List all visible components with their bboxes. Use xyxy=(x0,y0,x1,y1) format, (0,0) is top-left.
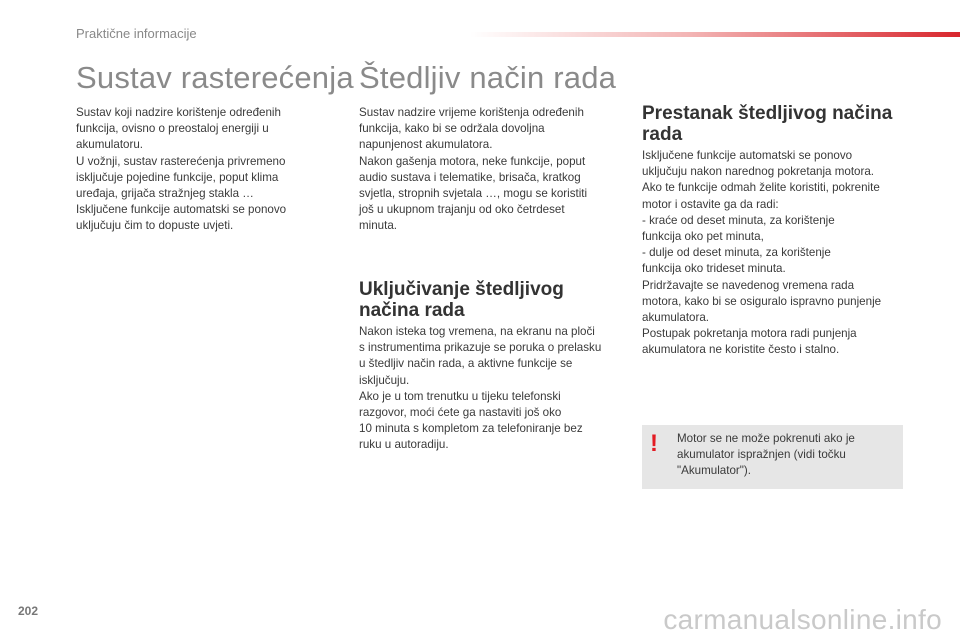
title-economy-mode: Štedljiv način rada xyxy=(359,60,617,95)
subtitle-enter-economy-mode: Uključivanje štedljivog načina rada xyxy=(359,279,564,321)
subtitle-exit-economy-mode: Prestanak štedljivog načina rada xyxy=(642,103,893,145)
warning-note-text: Motor se ne može pokrenuti ako je akumulator ispražnjen (vidi točku "Akumulator"). xyxy=(677,432,855,478)
page-number: 202 xyxy=(18,604,39,618)
section-label: Praktične informacije xyxy=(76,26,197,41)
title-load-shedding: Sustav rasterećenja xyxy=(76,60,354,95)
text-load-shedding: Sustav koji nadzire korištenje određenih funkcija, ovisno o preostaloj energiji u akumulatoru. U vožnji, sustav rasterećenja privremeno isključuje pojedine funkcije, poput klima uređaja, grijača stražnjeg stakla … Isključene funkcije automatski se ponovo uključuju čim to dopuste uvjeti. xyxy=(76,106,287,233)
text-economy-mode: Sustav nadzire vrijeme korištenja određenih funkcija, kako bi se održala dovoljna napunjenost akumulatora. Nakon gašenja motora, neke funkcije, poput audio sustava i telematike, brisača, kratkog svjetla, stropnih svjetala …, mogu se koristiti još u ukupnom trajanju od oko četrdeset minuta. xyxy=(359,106,588,233)
warning-note xyxy=(642,425,903,489)
text-enter-economy-mode: Nakon isteka tog vremena, na ekranu na ploči s instrumentima prikazuje se poruka o prelasku u štedljiv način rada, a aktivne funkcije se isključuju. Ako je u tom trenutku u tijeku telefonski razgovor, moći ćete ga nastaviti još oko 10 minuta s kompletom za telefoniranje bez ruku u autoradiju. xyxy=(359,325,602,452)
warning-exclamation-icon: ! xyxy=(650,430,658,457)
header-accent-bar xyxy=(470,32,960,37)
text-exit-economy-mode: Isključene funkcije automatski se ponovo uključuju nakon narednog pokretanja motora. Ako te funkcije odmah želite koristiti, pokrenite motor i ostavite ga da radi: - kraće od deset minuta, za korištenje funkcija oko pet minuta, - dulje od deset minuta, za korištenje funkcija oko trideset minuta. Pridržavajte se navedenog vremena rada motora, kako bi se osiguralo ispravno punjenje akumulatora. Postupak pokretanja motora radi punjenja akumulatora ne koristite često i stalno. xyxy=(642,149,882,357)
watermark: carmanualsonline.info xyxy=(663,604,942,635)
